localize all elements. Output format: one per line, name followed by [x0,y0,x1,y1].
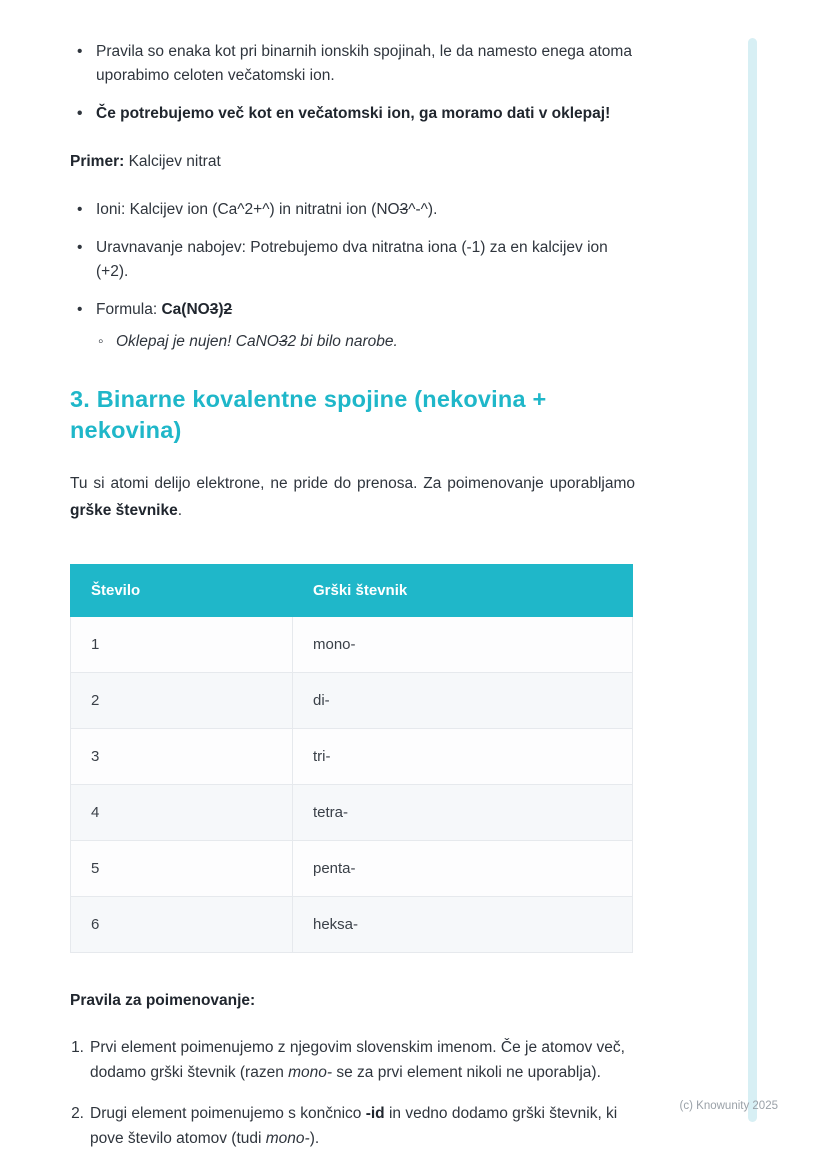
list-item [96,330,635,354]
bullet-text: Uravnavanje nabojev: Potrebujemo dva nitratna iona (-1) za en kalcijev ion (+2). [96,239,608,280]
bullet-text: Če potrebujemo več kot en večatomski ion, ga moramo dati v oklepaj! [96,105,611,122]
struck-digit: 3 [278,333,288,350]
table-cell: 3 [71,729,293,785]
primer-label: Primer: [70,153,125,170]
table-row [71,841,633,897]
table-cell: mono- [292,617,632,673]
rule-text-part: se za prvi element nikoli ne uporablja). [332,1064,601,1081]
example-bullet-list [70,198,635,354]
table-header-row [71,565,633,617]
rule-text-part: Drugi element poimenujemo s končnico [90,1105,366,1122]
example-label-line [70,150,635,174]
table-cell: 4 [71,785,293,841]
table-cell: heksa- [292,897,632,953]
paragraph-text: . [177,502,183,519]
table-cell: 1 [71,617,293,673]
sub-bullet-list [96,330,635,354]
note-text: Oklepaj je nujen! CaNO [116,333,279,350]
struck-digit: 3 [399,201,409,218]
list-number: 2. [71,1105,84,1122]
column-header: Grški števnik [292,565,632,617]
table-row [71,729,633,785]
bullet-text: ^-^). [408,201,438,218]
column-header: Število [71,565,293,617]
table-cell: 5 [71,841,293,897]
copyright-note: (c) Knowunity 2025 [679,1100,778,1112]
table-cell: tri- [292,729,632,785]
table-cell: di- [292,673,632,729]
list-item [70,298,635,354]
list-item [70,1035,635,1085]
rule-text [90,1101,635,1151]
table-row [71,785,633,841]
rule-text-part: ). [309,1130,320,1147]
section-paragraph [70,470,635,524]
rule-text-italic: mono- [288,1064,333,1081]
document-content [70,40,635,1167]
table-row [71,617,633,673]
list-item [70,236,635,284]
section-heading: 3. Binarne kovalentne spojine (nekovina + nekovina) [70,386,547,443]
table-cell: 2 [71,673,293,729]
note-text: 2 bi bilo narobe. [287,333,398,350]
rules-title: Pravila za poimenovanje: [70,992,256,1009]
struck-digit: 3 [209,301,219,318]
list-item [70,1101,635,1151]
struck-digit: 2 [223,301,233,318]
table-cell: 6 [71,897,293,953]
greek-numerals-table [70,564,633,953]
rule-text [90,1035,635,1085]
rule-text-bold: -id [365,1105,385,1122]
rule-text-part: in vedno dodamo grški števnik, ki pove število atomov (tudi [90,1105,618,1147]
formula-text: ) [218,301,224,318]
list-number: 1. [71,1039,84,1056]
list-item [70,102,635,126]
rules-list [70,1035,635,1151]
list-item [70,198,635,222]
formula-text: Ca(NO [161,301,210,318]
table-row [71,897,633,953]
bullet-text: Formula: [96,301,162,318]
paragraph-bold: grške števnike [70,502,178,519]
primer-text: Kalcijev nitrat [124,153,221,170]
bullet-text: Pravila so enaka kot pri binarnih ionskih spojinah, le da namesto enega atoma uporabimo celoten večatomski ion. [96,43,632,84]
rule-text-part: Prvi element poimenujemo z njegovim slovenskim imenom. Če je atomov več, dodamo grški števnik (razen [90,1039,625,1081]
table-cell: penta- [292,841,632,897]
table-cell: tetra- [292,785,632,841]
bullet-text: Ioni: Kalcijev ion (Ca^2+^) in nitratni ion (NO [96,201,400,218]
page-side-strip [748,38,757,1122]
paragraph-text: Tu si atomi delijo elektrone, ne pride do prenosa. Za poimenovanje uporabljamo [70,475,635,492]
rule-text-italic: mono- [265,1130,310,1147]
intro-bullet-list [70,40,635,126]
list-item [70,40,635,88]
table-row [71,673,633,729]
